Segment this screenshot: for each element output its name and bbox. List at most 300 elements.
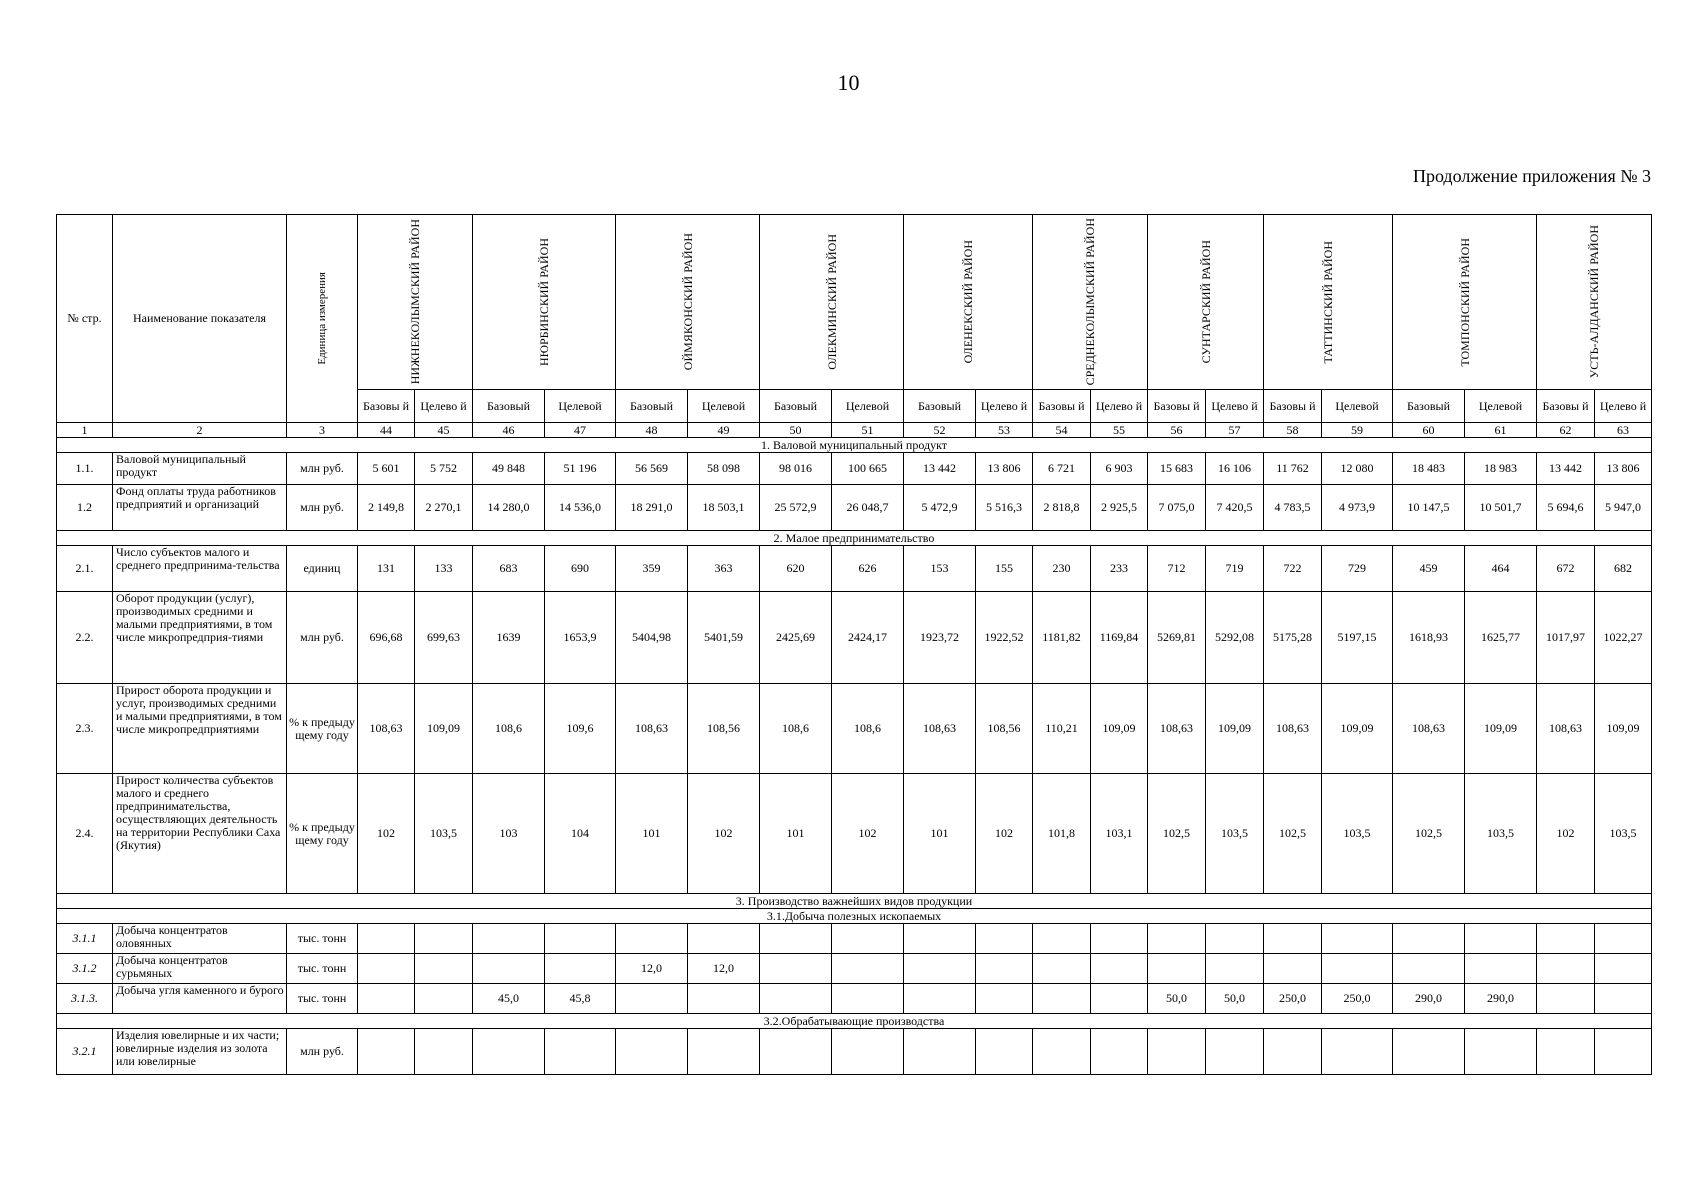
row-number: 1.1.	[57, 453, 113, 485]
value-cell: 290,0	[1465, 984, 1537, 1014]
value-cell: 13 806	[976, 453, 1033, 485]
district-name: ОЛЕКМИНСКИЙ РАЙОН	[824, 234, 839, 370]
value-cell: 13 806	[1595, 453, 1652, 485]
value-cell	[545, 1029, 616, 1075]
table-row	[57, 1029, 1652, 1075]
value-cell: 5404,98	[616, 592, 688, 684]
value-cell: 102	[832, 774, 904, 894]
value-cell: 108,6	[760, 684, 832, 774]
value-cell: 18 483	[1393, 453, 1465, 485]
subheader-cell: Целево й	[1595, 390, 1652, 423]
column-number: 2	[113, 423, 287, 438]
district-header	[1033, 215, 1148, 390]
value-cell: 290,0	[1393, 984, 1465, 1014]
value-cell: 16 106	[1206, 453, 1264, 485]
value-cell: 153	[904, 546, 976, 592]
column-number: 61	[1465, 423, 1537, 438]
value-cell: 1181,82	[1033, 592, 1091, 684]
value-cell: 682	[1595, 546, 1652, 592]
value-cell	[1537, 984, 1595, 1014]
value-cell: 2 149,8	[358, 485, 415, 531]
value-cell	[904, 924, 976, 954]
value-cell	[760, 954, 832, 984]
section-row	[57, 894, 1652, 909]
header-row-no: № стр.	[57, 215, 113, 423]
value-cell: 6 721	[1033, 453, 1091, 485]
value-cell	[688, 924, 760, 954]
value-cell: 108,56	[688, 684, 760, 774]
value-cell: 98 016	[760, 453, 832, 485]
value-cell: 103,5	[1322, 774, 1393, 894]
value-cell: 109,6	[545, 684, 616, 774]
value-cell: 103,5	[1206, 774, 1264, 894]
value-cell: 7 420,5	[1206, 485, 1264, 531]
subheader-cell: Целевой	[688, 390, 760, 423]
value-cell: 7 075,0	[1148, 485, 1206, 531]
district-header	[760, 215, 904, 390]
indicator-name: Добыча концентратов оловянных	[113, 924, 287, 954]
header-unit: Единица измерения	[316, 272, 328, 365]
section-row	[57, 438, 1652, 453]
value-cell: 712	[1148, 546, 1206, 592]
column-number: 53	[976, 423, 1033, 438]
value-cell	[358, 1029, 415, 1075]
value-cell: 1653,9	[545, 592, 616, 684]
column-number: 1	[57, 423, 113, 438]
value-cell: 230	[1033, 546, 1091, 592]
table-row	[57, 546, 1652, 592]
value-cell	[1595, 984, 1652, 1014]
header-indicator-name: Наименование показателя	[113, 215, 287, 423]
value-cell: 1618,93	[1393, 592, 1465, 684]
value-cell: 50,0	[1206, 984, 1264, 1014]
value-cell: 722	[1264, 546, 1322, 592]
value-cell: 51 196	[545, 453, 616, 485]
value-cell	[1322, 1029, 1393, 1075]
value-cell: 108,6	[832, 684, 904, 774]
subheader-cell: Целевой	[832, 390, 904, 423]
value-cell: 5 472,9	[904, 485, 976, 531]
value-cell: 103	[473, 774, 545, 894]
value-cell: 1625,77	[1465, 592, 1537, 684]
value-cell: 108,6	[473, 684, 545, 774]
value-cell	[1033, 954, 1091, 984]
value-cell: 109,09	[1465, 684, 1537, 774]
value-cell: 5 516,3	[976, 485, 1033, 531]
value-cell: 25 572,9	[760, 485, 832, 531]
value-cell: 133	[415, 546, 473, 592]
subheader-cell: Целево й	[1206, 390, 1264, 423]
section-title: 1. Валовой муниципальный продукт	[57, 438, 1652, 453]
value-cell: 108,63	[1148, 684, 1206, 774]
value-cell	[760, 1029, 832, 1075]
value-cell	[616, 984, 688, 1014]
value-cell	[1091, 1029, 1148, 1075]
value-cell: 101	[616, 774, 688, 894]
value-cell	[1393, 1029, 1465, 1075]
value-cell: 101,8	[1033, 774, 1091, 894]
header-unit-cell	[287, 215, 358, 423]
value-cell: 102	[358, 774, 415, 894]
value-cell	[688, 1029, 760, 1075]
indicator-name: Прирост оборота продукции и услуг, производимых средними и малыми предприятиями, в том числе микропредприятиями	[113, 684, 287, 774]
value-cell: 5292,08	[1206, 592, 1264, 684]
value-cell	[473, 954, 545, 984]
value-cell: 18 503,1	[688, 485, 760, 531]
indicator-name: Число субъектов малого и среднего предпринима-тельства	[113, 546, 287, 592]
unit-cell: млн руб.	[287, 485, 358, 531]
subheader-cell: Базовы й	[358, 390, 415, 423]
value-cell: 719	[1206, 546, 1264, 592]
subheader-cell: Базовы й	[1537, 390, 1595, 423]
column-number: 54	[1033, 423, 1091, 438]
district-header	[1264, 215, 1393, 390]
column-number-row	[57, 423, 1652, 438]
value-cell	[832, 1029, 904, 1075]
district-name: ТАТТИНСКИЙ РАЙОН	[1321, 240, 1335, 364]
value-cell	[358, 984, 415, 1014]
row-number: 3.2.1	[57, 1029, 113, 1075]
district-header	[904, 215, 1033, 390]
value-cell: 5175,28	[1264, 592, 1322, 684]
value-cell: 359	[616, 546, 688, 592]
value-cell: 26 048,7	[832, 485, 904, 531]
value-cell: 1922,52	[976, 592, 1033, 684]
district-name: УСТЬ-АЛДАНСКИЙ РАЙОН	[1587, 225, 1601, 379]
unit-cell: % к предыду щему году	[287, 684, 358, 774]
value-cell: 464	[1465, 546, 1537, 592]
value-cell: 108,63	[616, 684, 688, 774]
indicators-table	[56, 214, 1652, 1075]
value-cell: 103,5	[415, 774, 473, 894]
value-cell: 58 098	[688, 453, 760, 485]
district-name: НЮРБИНСКИЙ РАЙОН	[537, 237, 551, 367]
value-cell	[1537, 924, 1595, 954]
indicator-name: Добыча концентратов сурьмяных	[113, 954, 287, 984]
column-number: 49	[688, 423, 760, 438]
value-cell: 5269,81	[1148, 592, 1206, 684]
value-cell	[1091, 984, 1148, 1014]
value-cell: 690	[545, 546, 616, 592]
value-cell	[1148, 924, 1206, 954]
column-number: 58	[1264, 423, 1322, 438]
value-cell: 13 442	[1537, 453, 1595, 485]
value-cell	[832, 924, 904, 954]
column-number: 44	[358, 423, 415, 438]
value-cell	[1206, 954, 1264, 984]
row-number: 2.1.	[57, 546, 113, 592]
value-cell: 102,5	[1393, 774, 1465, 894]
value-cell: 131	[358, 546, 415, 592]
value-cell	[904, 984, 976, 1014]
value-cell: 1639	[473, 592, 545, 684]
value-cell	[976, 1029, 1033, 1075]
value-cell: 2 270,1	[415, 485, 473, 531]
table-row	[57, 774, 1652, 894]
value-cell: 13 442	[904, 453, 976, 485]
value-cell: 14 536,0	[545, 485, 616, 531]
value-cell: 155	[976, 546, 1033, 592]
value-cell	[1148, 1029, 1206, 1075]
column-number: 47	[545, 423, 616, 438]
value-cell	[904, 954, 976, 984]
value-cell	[1465, 924, 1537, 954]
section-row	[57, 1014, 1652, 1029]
unit-cell: млн руб.	[287, 453, 358, 485]
district-name: ОЙМЯКОНСКИЙ РАЙОН	[680, 233, 695, 371]
district-header	[358, 215, 473, 390]
value-cell: 5 947,0	[1595, 485, 1652, 531]
value-cell: 109,09	[1206, 684, 1264, 774]
value-cell	[688, 984, 760, 1014]
district-header	[1148, 215, 1264, 390]
column-number: 55	[1091, 423, 1148, 438]
value-cell	[1322, 954, 1393, 984]
indicator-name: Валовой муниципальный продукт	[113, 453, 287, 485]
value-cell: 5 601	[358, 453, 415, 485]
subheader-cell: Базовый	[616, 390, 688, 423]
value-cell	[473, 1029, 545, 1075]
section-title: 3.2.Обрабатывающие производства	[57, 1014, 1652, 1029]
section-row	[57, 531, 1652, 546]
value-cell: 2424,17	[832, 592, 904, 684]
value-cell	[1091, 954, 1148, 984]
subheader-cell: Базовы й	[1264, 390, 1322, 423]
row-number: 3.1.3.	[57, 984, 113, 1014]
value-cell	[415, 984, 473, 1014]
value-cell: 5 752	[415, 453, 473, 485]
value-cell	[415, 954, 473, 984]
value-cell: 2 818,8	[1033, 485, 1091, 531]
value-cell: 14 280,0	[473, 485, 545, 531]
column-number: 52	[904, 423, 976, 438]
column-number: 63	[1595, 423, 1652, 438]
value-cell: 1923,72	[904, 592, 976, 684]
district-header	[616, 215, 760, 390]
value-cell: 15 683	[1148, 453, 1206, 485]
page-number: 10	[837, 70, 860, 95]
value-cell: 102,5	[1148, 774, 1206, 894]
indicator-name: Добыча угля каменного и бурого	[113, 984, 287, 1014]
value-cell: 5 694,6	[1537, 485, 1595, 531]
value-cell: 363	[688, 546, 760, 592]
value-cell	[358, 954, 415, 984]
value-cell: 101	[904, 774, 976, 894]
table-row	[57, 453, 1652, 485]
value-cell: 50,0	[1148, 984, 1206, 1014]
value-cell: 12,0	[688, 954, 760, 984]
table-row	[57, 984, 1652, 1014]
value-cell	[473, 924, 545, 954]
value-cell	[1206, 924, 1264, 954]
value-cell	[1595, 1029, 1652, 1075]
subheader-cell: Базовы й	[1033, 390, 1091, 423]
value-cell	[616, 1029, 688, 1075]
value-cell: 12,0	[616, 954, 688, 984]
subheader-cell: Базовый	[904, 390, 976, 423]
value-cell: 4 973,9	[1322, 485, 1393, 531]
subheader-cell: Целево й	[415, 390, 473, 423]
value-cell	[1393, 954, 1465, 984]
value-cell	[976, 984, 1033, 1014]
value-cell: 103,5	[1595, 774, 1652, 894]
value-cell: 1017,97	[1537, 592, 1595, 684]
value-cell: 12 080	[1322, 453, 1393, 485]
value-cell: 103,1	[1091, 774, 1148, 894]
row-number: 3.1.1	[57, 924, 113, 954]
unit-cell: тыс. тонн	[287, 954, 358, 984]
value-cell: 1022,27	[1595, 592, 1652, 684]
value-cell	[1595, 954, 1652, 984]
value-cell	[1264, 1029, 1322, 1075]
district-name: ОЛЕНЕКСКИЙ РАЙОН	[961, 240, 975, 364]
value-cell: 6 903	[1091, 453, 1148, 485]
subheader-cell: Базовый	[760, 390, 832, 423]
value-cell	[904, 1029, 976, 1075]
value-cell	[1091, 924, 1148, 954]
section-row	[57, 909, 1652, 924]
value-cell	[1033, 924, 1091, 954]
unit-cell: % к предыду щему году	[287, 774, 358, 894]
value-cell: 109,09	[1595, 684, 1652, 774]
subheader-cell: Целевой	[1465, 390, 1537, 423]
value-cell: 233	[1091, 546, 1148, 592]
value-cell: 100 665	[832, 453, 904, 485]
value-cell	[415, 924, 473, 954]
column-number: 56	[1148, 423, 1206, 438]
value-cell: 10 147,5	[1393, 485, 1465, 531]
unit-cell: единиц	[287, 546, 358, 592]
column-number: 57	[1206, 423, 1264, 438]
subheader-cell: Целевой	[1322, 390, 1393, 423]
value-cell	[1465, 954, 1537, 984]
value-cell: 109,09	[1322, 684, 1393, 774]
value-cell: 109,09	[1091, 684, 1148, 774]
district-header	[1393, 215, 1537, 390]
value-cell: 626	[832, 546, 904, 592]
continuation-title: Продолжение приложения № 3	[1412, 166, 1651, 186]
indicator-name: Фонд оплаты труда работников предприятий и организаций	[113, 485, 287, 531]
value-cell: 250,0	[1264, 984, 1322, 1014]
value-cell: 459	[1393, 546, 1465, 592]
value-cell	[545, 924, 616, 954]
subheader-cell: Базовый	[1393, 390, 1465, 423]
value-cell: 109,09	[415, 684, 473, 774]
value-cell: 45,8	[545, 984, 616, 1014]
subheader-cell: Целевой	[545, 390, 616, 423]
column-number: 62	[1537, 423, 1595, 438]
subheader-cell: Целево й	[1091, 390, 1148, 423]
indicator-name: Оборот продукции (услуг), производимых средними и малыми предприятиями, в том числе микропредприя-тиями	[113, 592, 287, 684]
section-title: 2. Малое предпринимательство	[57, 531, 1652, 546]
value-cell	[760, 984, 832, 1014]
value-cell: 103,5	[1465, 774, 1537, 894]
district-name: СУНТАРСКИЙ РАЙОН	[1198, 240, 1213, 364]
district-name: СРЕДНЕКОЛЫМСКИЙ РАЙОН	[1083, 218, 1097, 386]
value-cell: 729	[1322, 546, 1393, 592]
value-cell	[1537, 1029, 1595, 1075]
row-number: 2.4.	[57, 774, 113, 894]
value-cell: 104	[545, 774, 616, 894]
row-number: 2.2.	[57, 592, 113, 684]
value-cell	[545, 954, 616, 984]
value-cell	[1264, 954, 1322, 984]
value-cell: 1169,84	[1091, 592, 1148, 684]
indicator-name: Прирост количества субъектов малого и среднего предпринимательства, осуществляющих деятельность на территории Республики Саха (Якутия)	[113, 774, 287, 894]
value-cell	[976, 954, 1033, 984]
value-cell: 108,56	[976, 684, 1033, 774]
value-cell: 108,63	[358, 684, 415, 774]
column-number: 45	[415, 423, 473, 438]
value-cell	[1033, 1029, 1091, 1075]
value-cell: 2425,69	[760, 592, 832, 684]
value-cell	[1537, 954, 1595, 984]
value-cell	[760, 924, 832, 954]
value-cell: 102,5	[1264, 774, 1322, 894]
subheader-cell: Базовы й	[1148, 390, 1206, 423]
header-row	[57, 215, 1652, 390]
value-cell: 18 983	[1465, 453, 1537, 485]
value-cell: 108,63	[904, 684, 976, 774]
value-cell	[832, 984, 904, 1014]
value-cell	[1322, 924, 1393, 954]
column-number: 60	[1393, 423, 1465, 438]
district-header	[1537, 215, 1652, 390]
section-title: 3.1.Добыча полезных ископаемых	[57, 909, 1652, 924]
value-cell: 49 848	[473, 453, 545, 485]
value-cell	[1206, 1029, 1264, 1075]
value-cell	[358, 924, 415, 954]
value-cell: 672	[1537, 546, 1595, 592]
table-row	[57, 592, 1652, 684]
value-cell	[415, 1029, 473, 1075]
value-cell: 10 501,7	[1465, 485, 1537, 531]
value-cell	[1595, 924, 1652, 954]
row-number: 1.2	[57, 485, 113, 531]
district-name: НИЖНЕКОЛЫМСКИЙ РАЙОН	[408, 219, 422, 385]
table-row	[57, 924, 1652, 954]
value-cell: 11 762	[1264, 453, 1322, 485]
column-number: 59	[1322, 423, 1393, 438]
value-cell: 620	[760, 546, 832, 592]
column-number: 50	[760, 423, 832, 438]
value-cell: 5197,15	[1322, 592, 1393, 684]
value-cell: 108,63	[1264, 684, 1322, 774]
value-cell: 4 783,5	[1264, 485, 1322, 531]
table-row	[57, 485, 1652, 531]
value-cell: 108,63	[1537, 684, 1595, 774]
district-header	[473, 215, 616, 390]
value-cell	[1033, 984, 1091, 1014]
value-cell	[1465, 1029, 1537, 1075]
value-cell: 110,21	[1033, 684, 1091, 774]
value-cell: 18 291,0	[616, 485, 688, 531]
value-cell: 250,0	[1322, 984, 1393, 1014]
unit-cell: млн руб.	[287, 1029, 358, 1075]
unit-cell: тыс. тонн	[287, 984, 358, 1014]
value-cell: 108,63	[1393, 684, 1465, 774]
value-cell: 102	[1537, 774, 1595, 894]
unit-cell: млн руб.	[287, 592, 358, 684]
value-cell	[1393, 924, 1465, 954]
column-number: 51	[832, 423, 904, 438]
value-cell: 102	[976, 774, 1033, 894]
value-cell: 5401,59	[688, 592, 760, 684]
value-cell: 683	[473, 546, 545, 592]
value-cell	[976, 924, 1033, 954]
value-cell: 101	[760, 774, 832, 894]
indicator-name: Изделия ювелирные и их части; ювелирные изделия из золота или ювелирные	[113, 1029, 287, 1075]
